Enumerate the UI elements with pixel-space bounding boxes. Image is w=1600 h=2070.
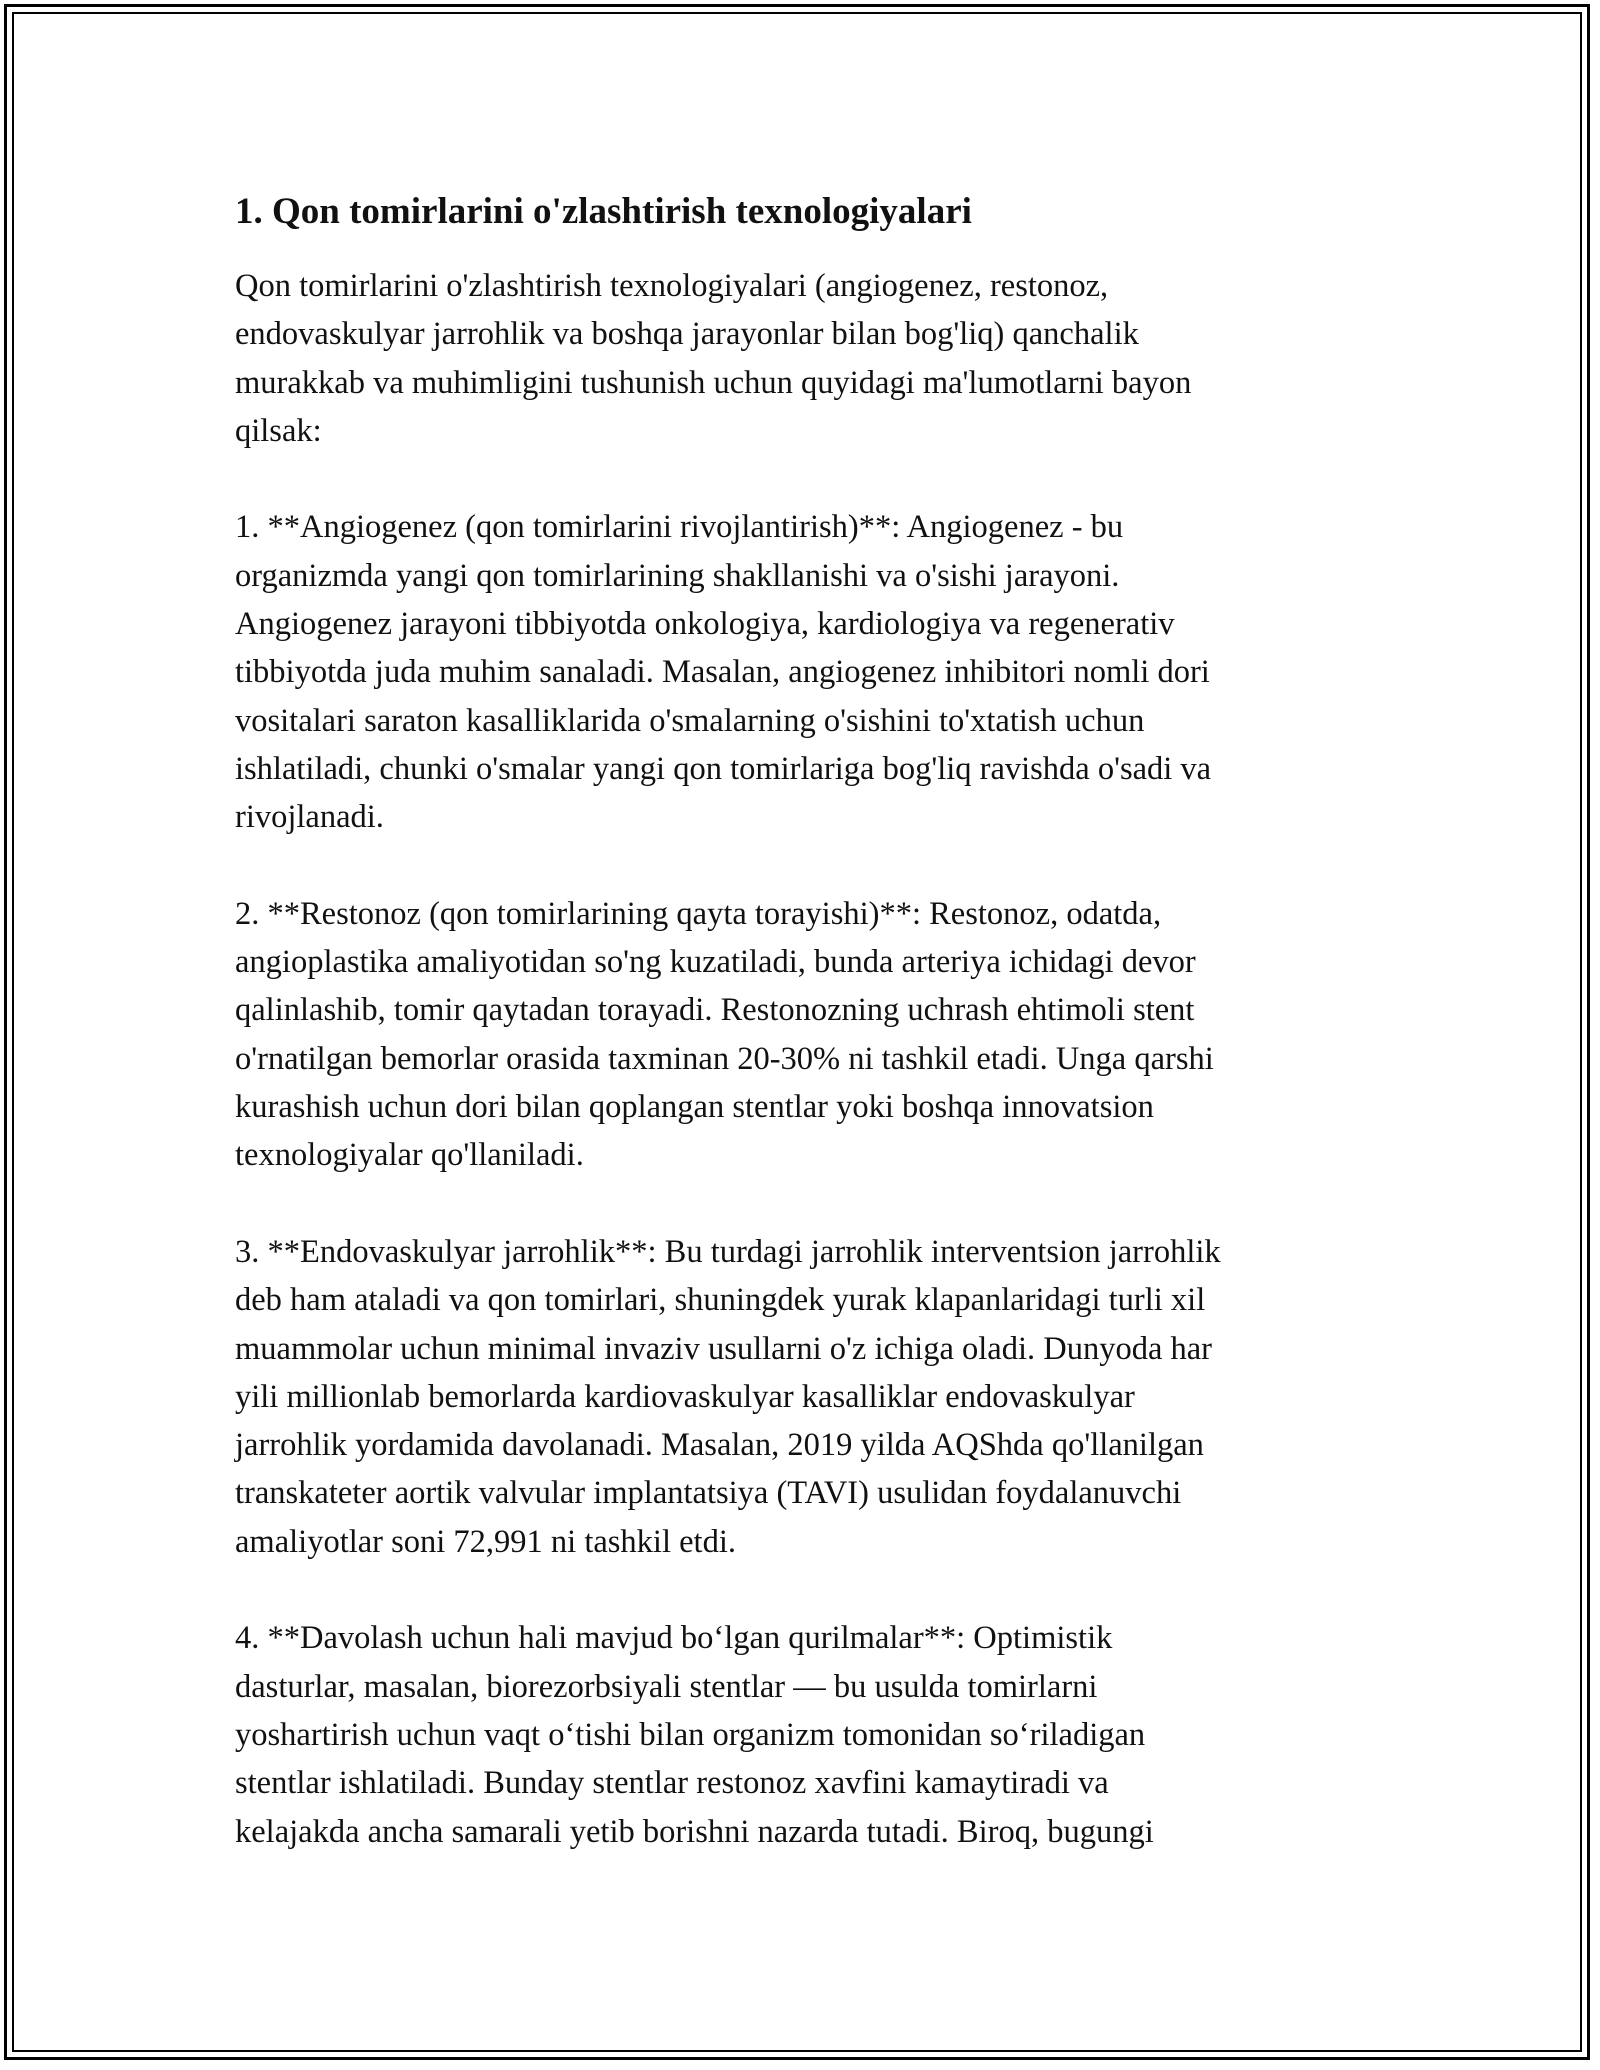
paragraph-3 xyxy=(235,890,1365,1180)
section-heading: 1. Qon tomirlarini o'zlashtirish texnologiyalari xyxy=(235,191,972,232)
text-line: muammolar uchun minimal invaziv usullarni o'z ichiga oladi. Dunyoda har xyxy=(235,1330,1212,1367)
text-line: jarrohlik yordamida davolanadi. Masalan, 2019 yilda AQShda qo'llanilgan xyxy=(235,1427,1204,1464)
text-line: transkateter aortik valvular implantatsiya (TAVI) usulidan foydalanuvchi xyxy=(235,1475,1182,1512)
paragraph-2 xyxy=(235,503,1365,841)
text-line: endovaskulyar jarrohlik va boshqa jarayonlar bilan bog'liq) qanchalik xyxy=(235,316,1139,353)
text-line: dasturlar, masalan, biorezorbsiyali stentlar — bu usulda tomirlarni xyxy=(235,1668,1098,1705)
text-line: stentlar ishlatiladi. Bunday stentlar restonoz xavfini kamaytiradi va xyxy=(235,1765,1109,1802)
text-line: rivojlanadi. xyxy=(235,799,384,836)
text-line: tibbiyotda juda muhim sanaladi. Masalan, angiogenez inhibitori nomli dori xyxy=(235,654,1210,691)
text-line: kelajakda ancha samarali yetib borishni nazarda tutadi. Biroq, bugungi xyxy=(235,1813,1154,1850)
text-line: vositalari saraton kasalliklarida o'smalarning o'sishini to'xtatish uchun xyxy=(235,702,1145,739)
text-line: o'rnatilgan bemorlar orasida taxminan 20-30% ni tashkil etadi. Unga qarshi xyxy=(235,1040,1214,1077)
paragraph-list xyxy=(235,262,1365,1856)
text-line: yoshartirish uchun vaqt o‘tishi bilan organizm tomonidan so‘riladigan xyxy=(235,1716,1146,1753)
text-line: Angiogenez jarayoni tibbiyotda onkologiya, kardiologiya va regenerativ xyxy=(235,606,1175,643)
text-line: deb ham ataladi va qon tomirlari, shuningdek yurak klapanlaridagi turli xil xyxy=(235,1282,1206,1319)
document-body xyxy=(235,188,1365,1904)
text-line: ishlatiladi, chunki o'smalar yangi qon tomirlariga bog'liq ravishda o'sadi va xyxy=(235,750,1212,787)
paragraph-4 xyxy=(235,1228,1365,1566)
text-line: yili millionlab bemorlarda kardiovaskulyar kasalliklar endovaskulyar xyxy=(235,1378,1135,1415)
text-line: 3. **Endovaskulyar jarrohlik**: Bu turdagi jarrohlik interventsion jarrohlik xyxy=(235,1233,1221,1270)
text-line: organizmda yangi qon tomirlarining shakllanishi va o'sishi jarayoni. xyxy=(235,557,1120,594)
text-line: amaliyotlar soni 72,991 ni tashkil etdi. xyxy=(235,1523,736,1560)
paragraph-1 xyxy=(235,262,1365,455)
text-line: murakkab va muhimligini tushunish uchun quyidagi ma'lumotlarni bayon xyxy=(235,364,1192,401)
text-line: 4. **Davolash uchun hali mavjud bo‘lgan qurilmalar**: Optimistik xyxy=(235,1620,1113,1657)
text-line: texnologiyalar qo'llaniladi. xyxy=(235,1137,584,1174)
text-line: qalinlashib, tomir qaytadan torayadi. Restonozning uchrash ehtimoli stent xyxy=(235,992,1195,1029)
text-line: kurashish uchun dori bilan qoplangan stentlar yoki boshqa innovatsion xyxy=(235,1089,1154,1126)
paragraph-5 xyxy=(235,1614,1365,1855)
text-line: 1. **Angiogenez (qon tomirlarini rivojlantirish)**: Angiogenez - bu xyxy=(235,509,1124,546)
text-line: qilsak: xyxy=(235,412,322,449)
text-line: Qon tomirlarini o'zlashtirish texnologiyalari (angiogenez, restonoz, xyxy=(235,268,1109,304)
text-line: 2. **Restonoz (qon tomirlarining qayta torayishi)**: Restonoz, odatda, xyxy=(235,895,1162,932)
text-line: angioplastika amaliyotidan so'ng kuzatiladi, bunda arteriya ichidagi devor xyxy=(235,944,1196,981)
